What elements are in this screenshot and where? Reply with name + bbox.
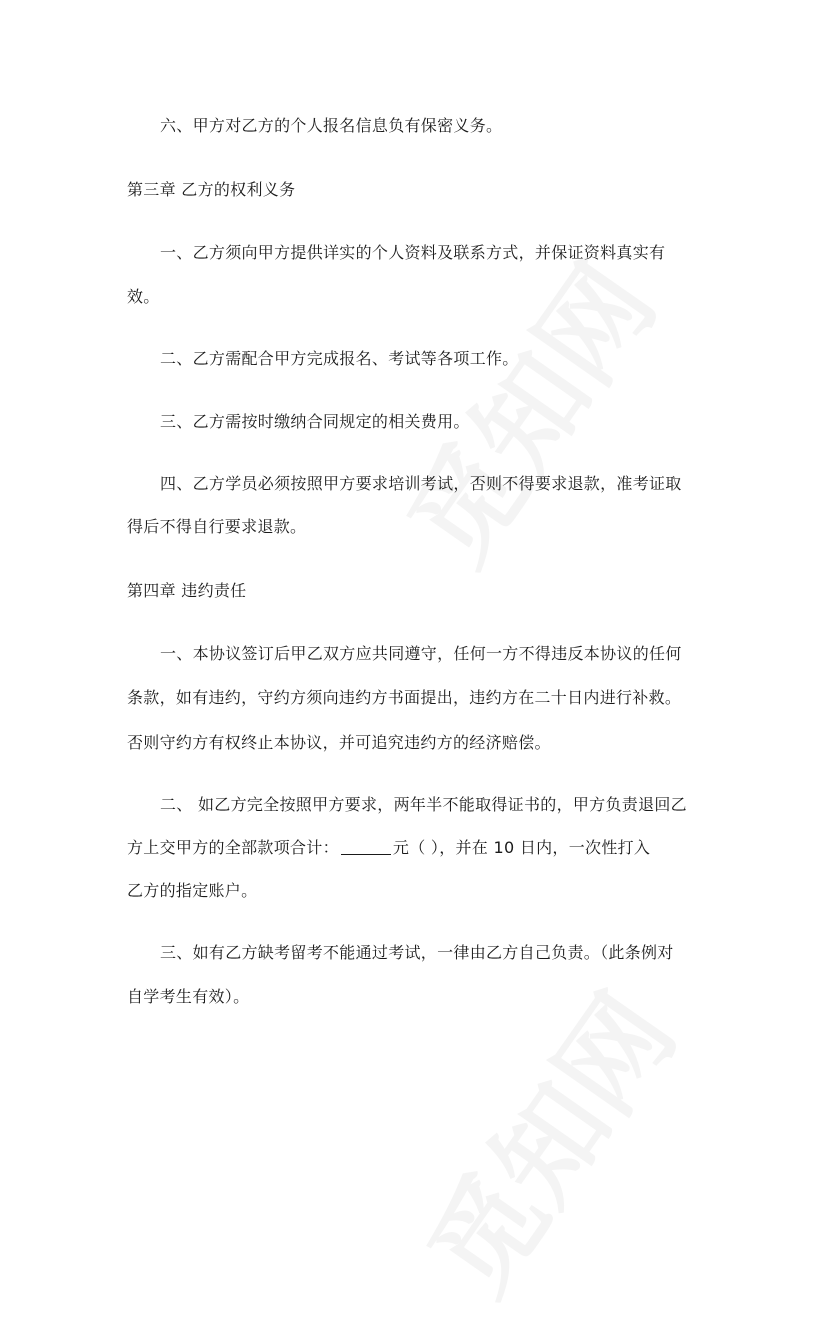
watermark-text-lower bbox=[386, 959, 705, 1319]
ch4-item3-line2: 自学考生有效）。 bbox=[127, 987, 250, 1006]
watermark-text-upper bbox=[366, 229, 685, 590]
ch4-item2-line1: 二、 如乙方完全按照甲方要求，两年半不能取得证书的，甲方负责退回乙 bbox=[160, 795, 687, 814]
ch3-item3: 三、乙方需按时缴纳合同规定的相关费用。 bbox=[160, 412, 470, 431]
chapter-4-title: 第四章 违约责任 bbox=[127, 581, 247, 600]
ch4-item2-line2-pre: 方上交甲方的全部款项合计： bbox=[127, 838, 339, 857]
clause-confidentiality: 六、甲方对乙方的个人报名信息负有保密义务。 bbox=[160, 116, 503, 135]
ch4-item1-line2: 条款，如有违约，守约方须向违约方书面提出，违约方在二十日内进行补救。 bbox=[127, 688, 682, 707]
ch3-item2: 二、乙方需配合甲方完成报名、考试等各项工作。 bbox=[160, 349, 519, 368]
ch4-item3-line1: 三、如有乙方缺考留考不能通过考试，一律由乙方自己负责。（此条例对 bbox=[160, 943, 674, 962]
ch4-item2-line3: 乙方的指定账户。 bbox=[127, 881, 258, 900]
ch4-item2-line2-post: 元（ ），并在 10 日内，一次性打入 bbox=[392, 838, 651, 857]
amount-blank bbox=[341, 838, 391, 855]
ch4-item1-line1: 一、本协议签订后甲乙双方应共同遵守，任何一方不得违反本协议的任何 bbox=[160, 644, 682, 663]
ch3-item1-line2: 效。 bbox=[127, 287, 160, 306]
ch3-item4-line2: 得后不得自行要求退款。 bbox=[127, 517, 307, 536]
ch3-item1-line1: 一、乙方须向甲方提供详实的个人资料及联系方式，并保证资料真实有 bbox=[160, 243, 666, 262]
ch4-item2-line2 bbox=[127, 838, 650, 858]
ch3-item4-line1: 四、乙方学员必须按照甲方要求培训考试，否则不得要求退款，准考证取 bbox=[160, 474, 682, 493]
chapter-3-title: 第三章 乙方的权利义务 bbox=[127, 180, 296, 199]
ch4-item1-line3: 否则守约方有权终止本协议，并可追究违约方的经济赔偿。 bbox=[127, 733, 551, 752]
